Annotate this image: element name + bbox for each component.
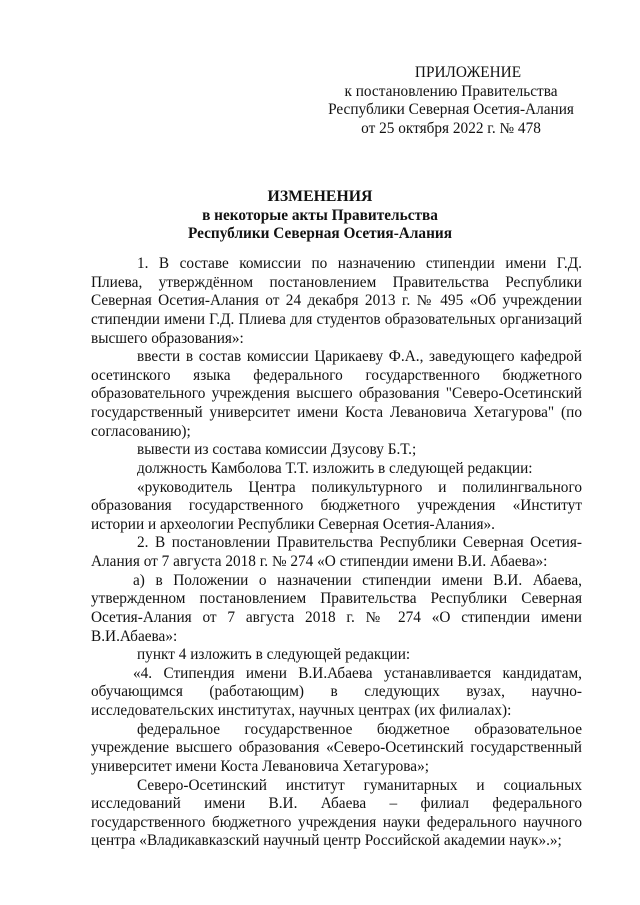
paragraph-11: Северо-Осетинский институт гуманитарных и социальных исследований имени В.И. Абаева – филиал федерального государственного бюджетного учреждения науки федерального научного центра «Владикавказский научный центр Российской академии наук».»; (91, 776, 582, 850)
paragraph-10: федеральное государственное бюджетное образовательное учреждение высшего образования «Северо-Осетинский государственный университет имени Коста Левановича Хетагурова»; (91, 720, 582, 775)
appendix-block (320, 64, 582, 138)
title-line-1: в некоторые акты Правительства (202, 206, 438, 224)
document-body (91, 255, 582, 851)
paragraph-7: а) в Положении о назначении стипендии имени В.И. Абаева, утвержденном постановлением Правительства Республики Северная Осетия-Алания от 7 августа 2018 г. № 274 «О стипендии имени В.И.Абаева»: (91, 571, 582, 645)
paragraph-1: 1. В составе комиссии по назначению стипендии имени Г.Д. Плиева, утверждённом постановлением Правительства Республики Северная Осетия-Алания от 24 декабря 2013 г. № 495 «Об учреждении стипендии имени Г.Д. Плиева для студентов образовательных организаций высшего образования»: (91, 255, 582, 347)
title-line-2: Республики Северная Осетия-Алания (188, 225, 452, 242)
paragraph-3: вывести из состава комиссии Дзусову Б.Т.; (137, 441, 417, 459)
appendix-line-1: к постановлению Правительства (344, 82, 558, 100)
appendix-line-3: от 25 октября 2022 г. № 478 (361, 119, 541, 137)
paragraph-6: 2. В постановлении Правительства Республики Северная Осетия-Алания от 7 августа 2018 г. № 274 «О стипендии имени В.И. Абаева»: (91, 534, 582, 570)
title-heading: ИЗМЕНЕНИЯ (267, 188, 373, 205)
paragraph-8: пункт 4 изложить в следующей редакции: (137, 646, 411, 664)
paragraph-2: ввести в состав комиссии Царикаеву Ф.А., заведующего кафедрой осетинского языка федерального государственного бюджетного образовательного учреждения высшего образования "Северо-Осетинский государственный университет имени Коста Левановича Хетагурова" (по согласованию); (91, 348, 582, 440)
appendix-line-2: Республики Северная Осетия-Алания (328, 101, 574, 119)
paragraph-5: «руководитель Центра поликультурного и полилингвального образования государственного бюджетного учреждения «Институт истории и археологии Республики Северная Осетия-Алания». (91, 478, 582, 533)
paragraph-4: должность Камболова Т.Т. изложить в следующей редакции: (137, 459, 533, 477)
document-title (0, 188, 640, 244)
paragraph-9: «4. Стипендия имени В.И.Абаева устанавливается кандидатам, обучающимся (работающим) в следующих вузах, научно-исследовательских институтах, научных центрах (их филиалах): (91, 664, 582, 719)
appendix-heading: ПРИЛОЖЕНИЕ (414, 64, 522, 81)
